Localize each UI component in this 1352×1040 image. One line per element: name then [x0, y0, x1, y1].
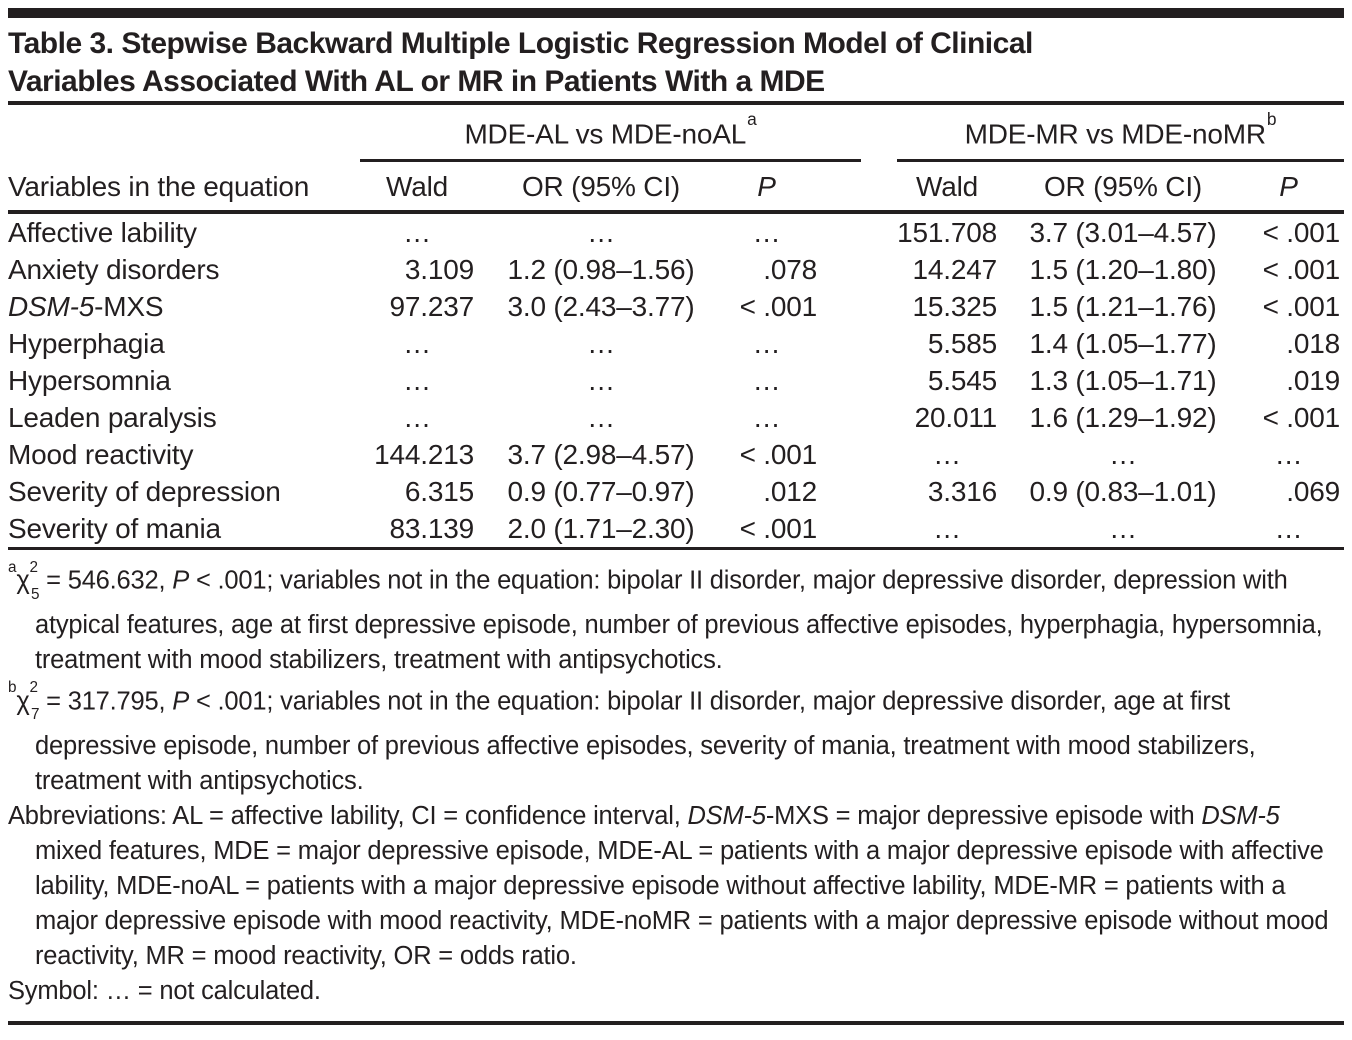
column-group-gap [861, 510, 897, 549]
wald-value-al: … [403, 328, 431, 360]
p-value-mr: .018 [1286, 328, 1340, 360]
column-group-gap [861, 288, 897, 325]
or-ci-value-al: … [587, 365, 615, 397]
p-value-al: … [752, 365, 781, 397]
row-variable-label [8, 436, 360, 473]
table-row [8, 399, 1344, 436]
footnote-b-marker: b [1266, 109, 1277, 130]
abbreviations-note [8, 799, 1344, 974]
wald-value-al: 3.109 [404, 254, 474, 286]
table-row [8, 473, 1344, 510]
p-value-al: < .001 [739, 291, 817, 323]
table-row [8, 436, 1344, 473]
table-page [0, 8, 1352, 1040]
wald-value-al: 144.213 [374, 439, 474, 471]
table-row [8, 288, 1344, 325]
or-ci-value-al: 0.9 (0.77–0.97) [507, 476, 695, 508]
table-row [8, 251, 1344, 288]
p-value-mr: … [1274, 439, 1303, 471]
p-value-mr: < .001 [1262, 291, 1340, 323]
or-ci-value-mr: 1.4 (1.05–1.77) [1029, 328, 1217, 360]
or-ci-value-al: … [587, 328, 615, 360]
wald-header-al: Wald [360, 161, 486, 213]
regression-table [8, 105, 1344, 550]
table-title-line-2: Variables Associated With AL or MR in Patients With a MDE [8, 65, 825, 98]
wald-value-mr: 3.316 [927, 476, 997, 508]
group-header-row [8, 105, 1344, 161]
text-segment: Mood reactivity [8, 439, 194, 471]
row-variable-label [8, 399, 360, 436]
table-header [8, 105, 1344, 212]
p-value-mr: … [1237, 510, 1344, 549]
p-value-al: < .001 [739, 439, 817, 471]
footnotes-section [8, 557, 1344, 1008]
footnote-a-marker: a [747, 109, 757, 130]
footnote-b-mark: b [8, 679, 17, 697]
text-segment: Severity of depression [8, 476, 281, 508]
table-title [8, 18, 1344, 101]
p-header-al: P [716, 161, 861, 213]
text-segment: Hypersomnia [8, 365, 171, 397]
p-value-al: … [752, 328, 781, 360]
column-group-gap [861, 362, 897, 399]
footnote-b-text: < .001; variables not in the equation: bipolar II disorder, major depressive disorder, age at first depressive episode, number of previous affective episodes, severity of mania, treatment with mood stabilizers, treatment with antipsychotics. [35, 687, 1256, 795]
chi-squared-exponent: 2 [29, 679, 38, 697]
wald-value-mr: 5.545 [927, 365, 997, 397]
or-ci-value-al: 3.0 (2.43–3.77) [507, 291, 695, 323]
row-variable-label [8, 362, 360, 399]
or-ci-value-al: … [587, 402, 615, 434]
table-row [8, 510, 1344, 549]
group-header-mde-al-label: MDE-AL vs MDE-noAL [464, 118, 747, 150]
row-variable-label [8, 325, 360, 362]
variables-column-header [8, 105, 360, 212]
p-header-mr: P [1237, 161, 1344, 213]
or-ci-value-mr: 3.7 (3.01–4.57) [1029, 217, 1217, 249]
wald-value-mr: 15.325 [912, 291, 997, 323]
wald-value-mr: 5.585 [927, 328, 997, 360]
text-segment: mixed features, MDE = major depressive episode, MDE-AL = patients with a major depressive episode with affective lability, MDE-noAL = patients with a major depressive episode without affective lability, MDE-MR = patients with a major depressive episode with mood reactivity, MDE-noMR = patients with a major depressive episode without mood reactivity, MR = mood reactivity, OR = odds ratio. [35, 836, 1329, 970]
p-value-al: .078 [763, 254, 817, 286]
p-value-mr: < .001 [1262, 402, 1340, 434]
column-group-gap [861, 436, 897, 473]
variables-column-header-label: Variables in the equation [8, 171, 310, 203]
wald-value-mr: 14.247 [912, 254, 997, 286]
wald-value-mr: 151.708 [897, 217, 997, 249]
italic-text-segment: DSM-5 [687, 801, 766, 830]
table-row [8, 362, 1344, 399]
p-value-al: < .001 [716, 510, 861, 549]
p-symbol: P [172, 687, 190, 716]
group-header-mde-mr-label: MDE-MR vs MDE-noMR [964, 118, 1266, 150]
wald-value-mr: … [933, 439, 961, 471]
table-title-line-1: Table 3. Stepwise Backward Multiple Logistic Regression Model of Clinical [8, 27, 1033, 60]
p-value-mr: < .001 [1262, 217, 1340, 249]
or-ci-value-al: 3.7 (2.98–4.57) [507, 439, 695, 471]
row-variable-label [8, 473, 360, 510]
group-header-mde-al [360, 105, 861, 161]
footnote-b [8, 678, 1344, 799]
row-variable-label [8, 251, 360, 288]
text-segment: Abbreviations: AL = affective lability, CI = confidence interval, [8, 801, 688, 830]
column-group-gap [861, 325, 897, 362]
or-ci-value-al: … [587, 217, 615, 249]
p-value-mr: < .001 [1262, 254, 1340, 286]
footnote-a-text: < .001; variables not in the equation: bipolar II disorder, major depressive disorder, depression with atypical features, age at first depressive episode, number of previous affective episodes, hyperphagia, hypersomnia, treatment with mood stabilizers, treatment with antipsychotics. [35, 566, 1323, 674]
group-header-mde-mr [897, 105, 1344, 161]
symbol-note: Symbol: … = not calculated. [8, 976, 321, 1005]
wald-value-al: 97.237 [389, 291, 474, 323]
or-ci-value-mr: … [1009, 510, 1237, 549]
wald-value-al: … [403, 365, 431, 397]
wald-value-mr: … [897, 510, 1009, 549]
or-ci-header-mr: OR (95% CI) [1009, 161, 1237, 213]
chi-symbol: χ [16, 566, 30, 595]
chi-squared-exponent: 2 [29, 558, 38, 576]
wald-value-al: 6.315 [404, 476, 474, 508]
italic-text-segment: DSM-5 [8, 291, 95, 323]
or-ci-value-al: 2.0 (1.71–2.30) [486, 510, 716, 549]
p-value-al: … [752, 217, 781, 249]
chi-squared-df: 5 [30, 585, 40, 603]
p-value-al: .012 [763, 476, 817, 508]
text-segment: Affective lability [8, 217, 197, 249]
table-body [8, 212, 1344, 549]
wald-value-al: 83.139 [360, 510, 486, 549]
table-row [8, 325, 1344, 362]
wald-value-al: … [403, 402, 431, 434]
p-value-mr: .019 [1286, 365, 1340, 397]
table-top-bar [8, 8, 1344, 18]
or-ci-value-mr: 0.9 (0.83–1.01) [1029, 476, 1217, 508]
italic-text-segment: DSM-5 [1201, 801, 1280, 830]
p-symbol: P [172, 566, 190, 595]
or-ci-value-mr: … [1109, 439, 1137, 471]
or-ci-header-al: OR (95% CI) [486, 161, 716, 213]
text-segment: Anxiety disorders [8, 254, 220, 286]
or-ci-value-mr: 1.5 (1.20–1.80) [1029, 254, 1217, 286]
chi-squared-df: 7 [30, 706, 40, 724]
p-value-mr: .069 [1286, 476, 1340, 508]
footnote-a [8, 557, 1344, 678]
column-group-gap [861, 212, 897, 251]
wald-value-al: … [403, 217, 431, 249]
or-ci-value-mr: 1.3 (1.05–1.71) [1029, 365, 1217, 397]
wald-value-mr: 20.011 [914, 402, 997, 434]
row-variable-label [8, 212, 360, 251]
column-group-gap [861, 473, 897, 510]
or-ci-value-mr: 1.5 (1.21–1.76) [1029, 291, 1217, 323]
text-segment: -MXS [94, 291, 164, 323]
footnote-b-stat: = 317.795, [39, 687, 173, 716]
text-segment: Severity of mania [8, 513, 221, 545]
p-value-al: … [752, 402, 781, 434]
text-segment: Hyperphagia [8, 328, 165, 360]
row-variable-label [8, 288, 360, 325]
column-group-gap [861, 399, 897, 436]
column-group-gap [861, 105, 897, 212]
table-row [8, 212, 1344, 251]
text-segment: -MXS = major depressive episode with [765, 801, 1202, 830]
or-ci-value-al: 1.2 (0.98–1.56) [507, 254, 695, 286]
column-group-gap [861, 251, 897, 288]
footnote-a-stat: = 546.632, [39, 566, 173, 595]
or-ci-value-mr: 1.6 (1.29–1.92) [1029, 402, 1217, 434]
chi-symbol: χ [16, 687, 30, 716]
row-variable-label [8, 510, 360, 549]
text-segment: Leaden paralysis [8, 402, 217, 434]
table-bottom-rule [8, 1021, 1344, 1025]
footnote-a-mark: a [8, 558, 17, 576]
wald-header-mr: Wald [897, 161, 1009, 213]
